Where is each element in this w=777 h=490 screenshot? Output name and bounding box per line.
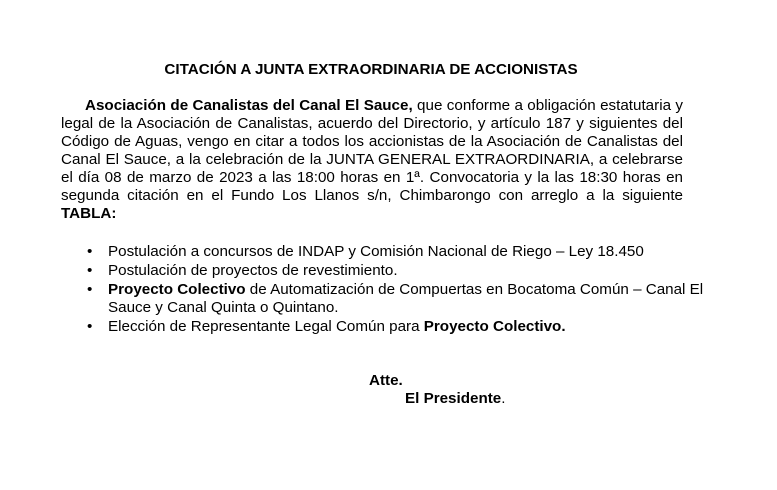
signatory-role-period: .	[501, 390, 506, 407]
organization-name: Asociación de Canalistas del Canal El Sauce,	[85, 97, 413, 114]
signatory-role-title: El Presidente	[405, 390, 502, 407]
intro-paragraph	[61, 97, 683, 223]
bullet-icon: •	[87, 262, 93, 279]
closing-salutation: Atte.	[369, 372, 403, 389]
bullet-icon: •	[87, 281, 93, 298]
agenda-item-text: Postulación de proyectos de revestimiento.	[108, 262, 398, 279]
agenda-item	[61, 281, 721, 317]
agenda-item-emphasis: Proyecto Colectivo	[108, 281, 246, 298]
agenda-list	[61, 243, 721, 337]
agenda-item-text: Elección de Representante Legal Común para	[108, 318, 424, 335]
agenda-item	[61, 243, 721, 261]
document-title: CITACIÓN A JUNTA EXTRAORDINARIA DE ACCIONISTAS	[164, 61, 578, 78]
signatory-role	[405, 390, 505, 408]
agenda-item-emphasis: Proyecto Colectivo.	[423, 318, 566, 335]
tabla-label: TABLA:	[61, 205, 117, 222]
agenda-item-text: de Automatización de Compuertas en Bocatoma Común – Canal El Sauce y Canal Quinta o Quintano.	[108, 281, 704, 316]
bullet-icon: •	[87, 318, 93, 335]
agenda-item-text: Postulación a concursos de INDAP y Comisión Nacional de Riego – Ley 18.450	[108, 243, 644, 260]
intro-body-text: que conforme a obligación estatutaria y legal de la Asociación de Canalistas, acuerdo del Directorio, y artículo 187 y siguientes del Código de Aguas, vengo en citar a todos los accionistas de la Asociación de Canalistas del Canal El Sauce, a la celebración de la JUNTA GENERAL EXTRAORDINARIA, a celebrarse el día 08 de marzo de 2023 a las 18:00 horas en 1ª. Convocatoria y la las 18:30 horas en segunda citación en el Fundo Los Llanos s/n, Chimbarongo con arreglo a la siguiente	[61, 97, 683, 204]
agenda-item	[61, 262, 721, 280]
agenda-item	[61, 318, 721, 336]
bullet-icon: •	[87, 243, 93, 260]
